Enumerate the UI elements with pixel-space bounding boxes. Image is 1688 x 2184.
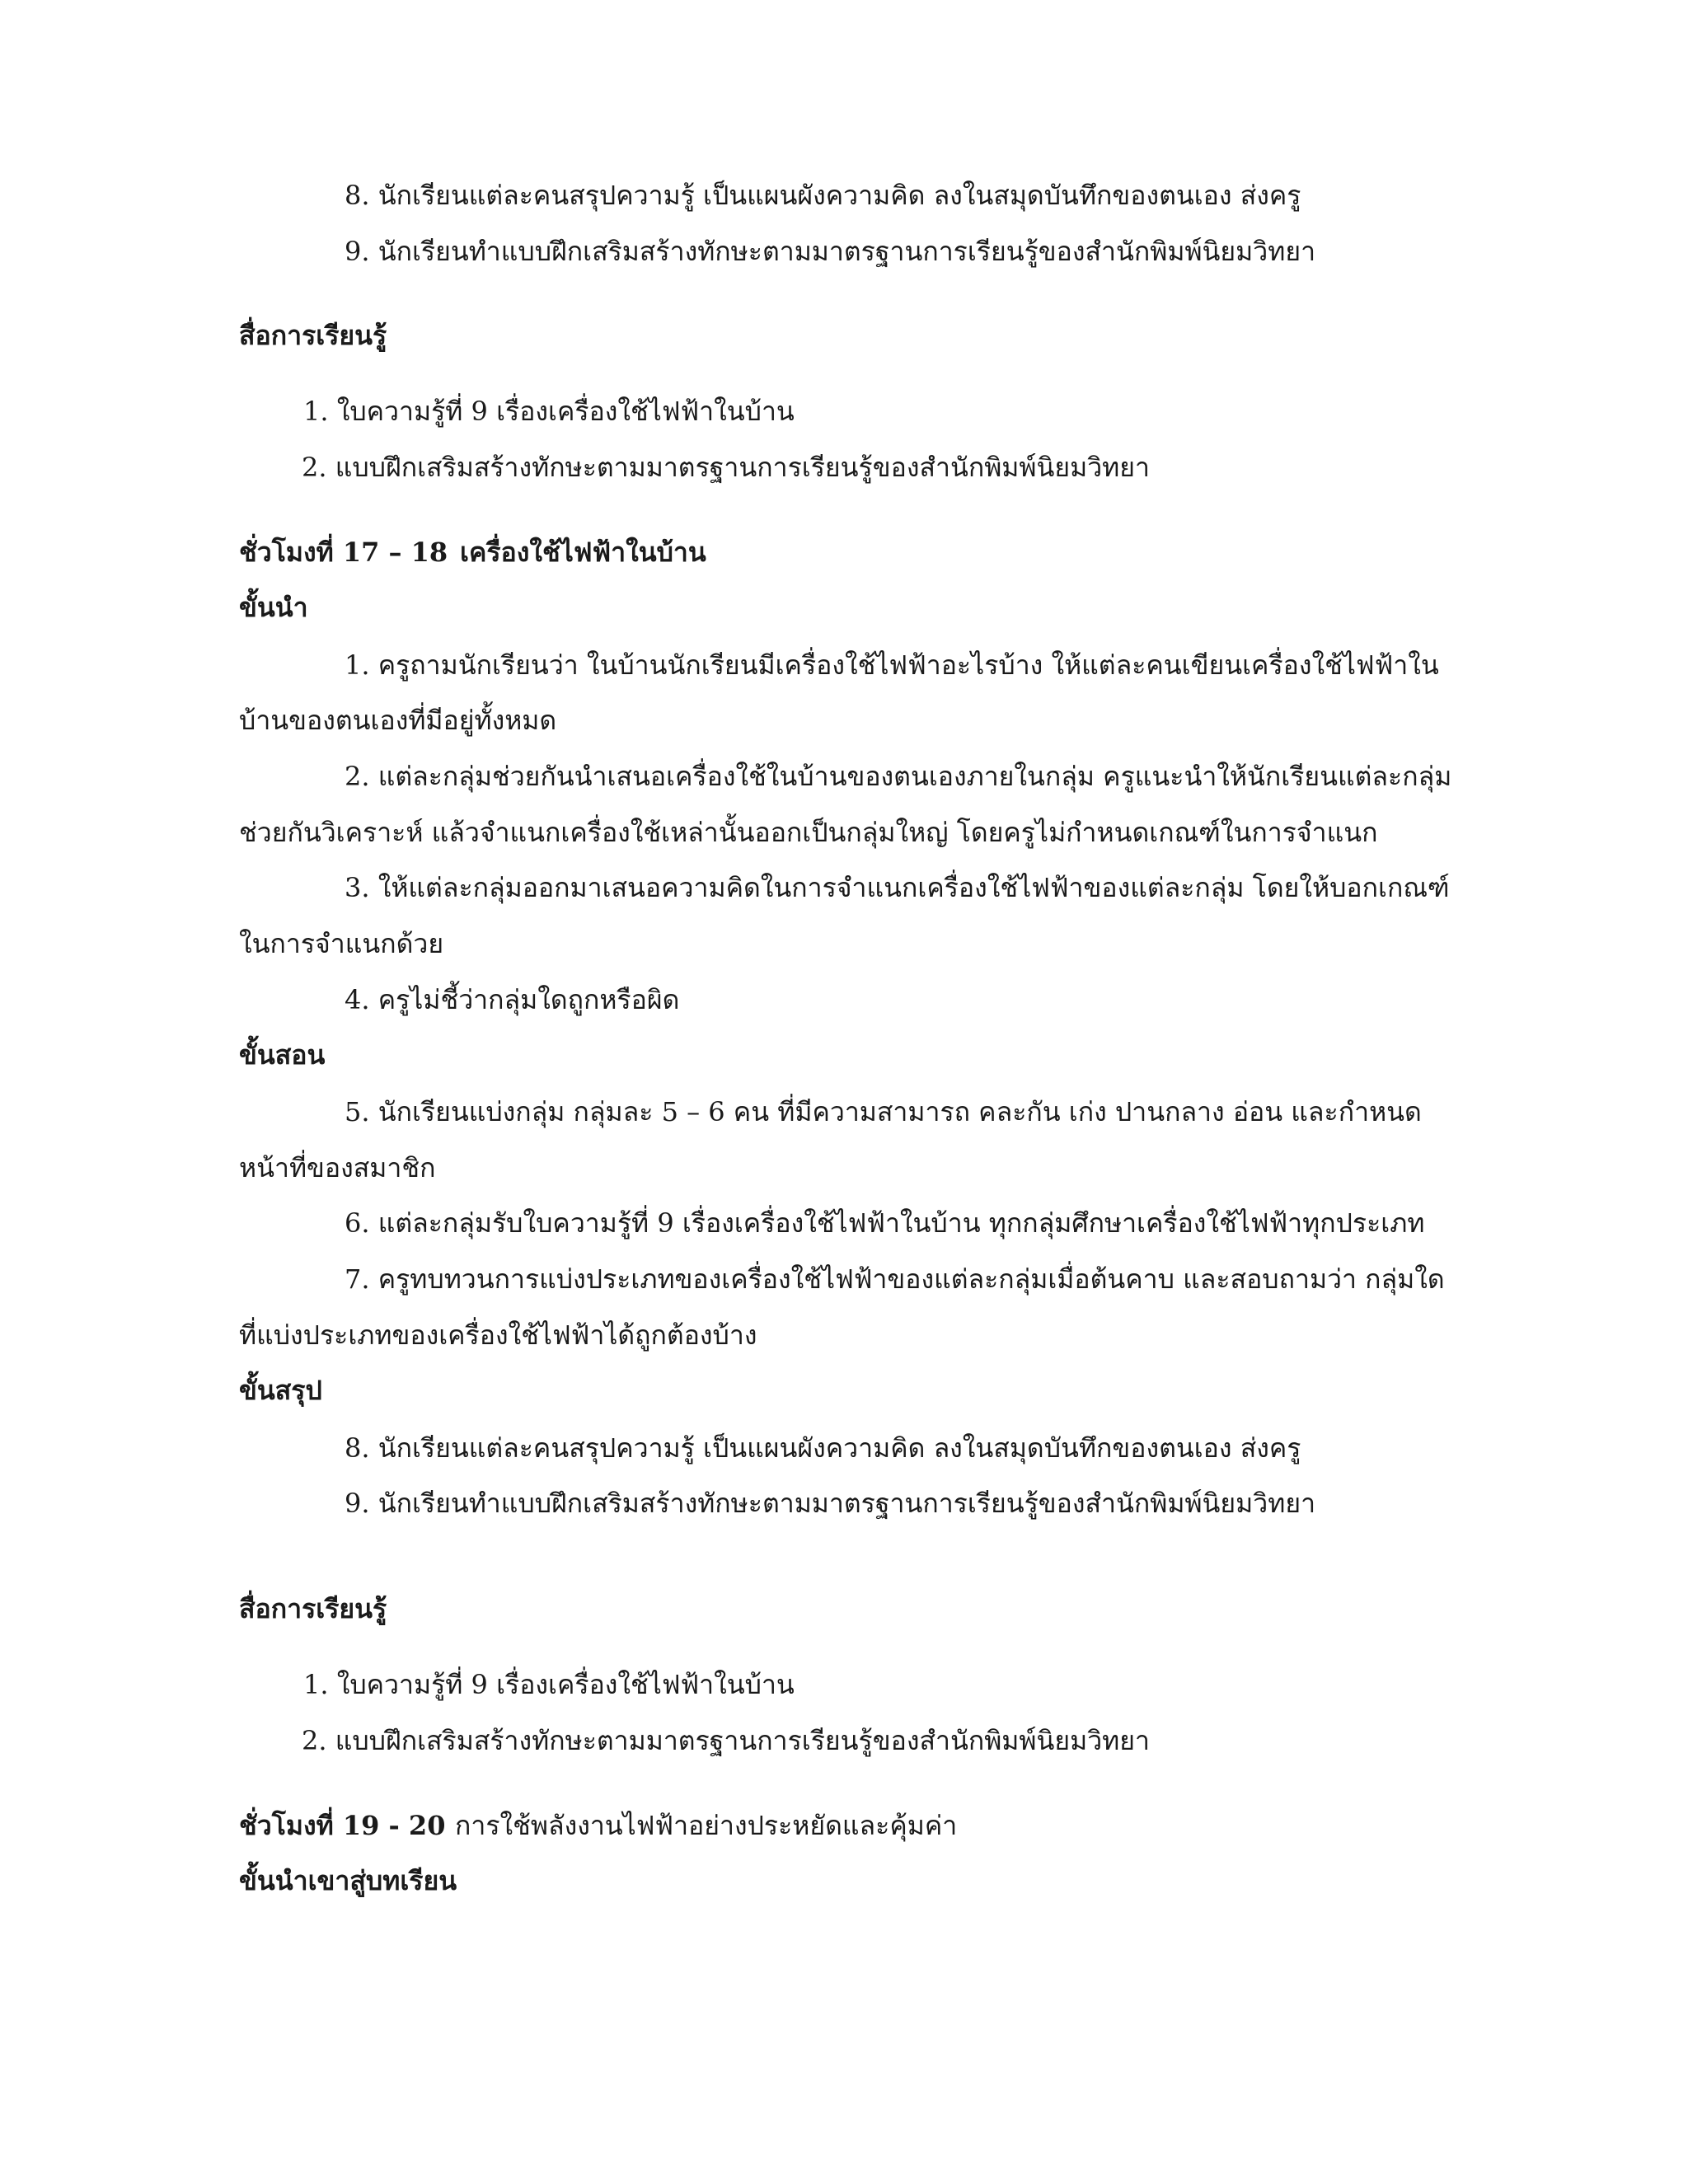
step-9-text: 9. นักเรียนทำแบบฝึกเสริมสร้างทักษะตามมาตรฐานการเรียนรู้ของสำนักพิมพ์นิยมวิทยา (345, 236, 1316, 267)
teach-item-5: 5. นักเรียนแบ่งกลุ่ม กลุ่มละ 5 – 6 คน ที่มีความสามารถ คละกัน เก่ง ปานกลาง อ่อน และกำหนด (345, 1096, 1422, 1127)
hours-17-18-label: ชั่วโมงที่ 17 – 18 (239, 537, 448, 568)
intro-item-1: 1. ครูถามนักเรียนว่า ในบ้านนักเรียนมีเครื่องใช้ไฟฟ้าอะไรบ้าง ให้แต่ละคนเขียนเครื่องใช้ไฟฟ้าใน (345, 649, 1439, 681)
hours-19-20-label: ชั่วโมงที่ 19 - 20 (239, 1810, 446, 1841)
intro-item-4: 4. ครูไม่ชี้ว่ากลุ่มใดถูกหรือผิด (345, 984, 680, 1015)
teach-item-7-cont: ที่แบ่งประเภทของเครื่องใช้ไฟฟ้าได้ถูกต้องบ้าง (239, 1319, 757, 1351)
summary-item-8: 8. นักเรียนแต่ละคนสรุปความรู้ เป็นแผนผังความคิด ลงในสมุดบันทึกของตนเอง ส่งครู (345, 1432, 1301, 1464)
intro-item-3-cont: ในการจำแนกด้วย (239, 928, 444, 959)
step-8-text: 8. นักเรียนแต่ละคนสรุปความรู้ เป็นแผนผังความคิด ลงในสมุดบันทึกของตนเอง ส่งครู (345, 180, 1301, 211)
intro-item-2: 2. แต่ละกลุ่มช่วยกันนำเสนอเครื่องใช้ในบ้านของตนเองภายในกลุ่ม ครูแนะนำให้นักเรียนแต่ละกลุ่ม (345, 761, 1452, 792)
media-heading: สื่อการเรียนรู้ (239, 320, 387, 351)
teach-item-7: 7. ครูทบทวนการแบ่งประเภทของเครื่องใช้ไฟฟ้าของแต่ละกลุ่มเมื่อต้นคาบ และสอบถามว่า กลุ่มใด (345, 1263, 1445, 1295)
summary-heading: ขั้นสรุป (239, 1375, 322, 1406)
intro-item-2-cont: ช่วยกันวิเคราะห์ แล้วจำแนกเครื่องใช้เหล่านั้นออกเป็นกลุ่มใหญ่ โดยครูไม่กำหนดเกณฑ์ในการจำแนก (239, 817, 1378, 848)
media2-item-1: 1. ใบความรู้ที่ 9 เรื่องเครื่องใช้ไฟฟ้าในบ้าน (303, 1669, 795, 1700)
hours-17-18-title: เครื่องใช้ไฟฟ้าในบ้าน (460, 537, 706, 568)
teach-item-5-cont: หน้าที่ของสมาชิก (239, 1152, 436, 1183)
hours-19-20-title: การใช้พลังงานไฟฟ้าอย่างประหยัดและคุ้มค่า (455, 1810, 958, 1841)
lead-in-heading: ขั้นนำเขาสู่บทเรียน (239, 1865, 457, 1896)
intro-heading: ขั้นนำ (239, 592, 308, 623)
media-item-1: 1. ใบความรู้ที่ 9 เรื่องเครื่องใช้ไฟฟ้าในบ้าน (303, 396, 795, 427)
teach-heading: ขั้นสอน (239, 1039, 326, 1071)
intro-item-1-cont: บ้านของตนเองที่มีอยู่ทั้งหมด (239, 705, 557, 736)
media-item-2: 2. แบบฝึกเสริมสร้างทักษะตามมาตรฐานการเรียนรู้ของสำนักพิมพ์นิยมวิทยา (302, 452, 1150, 483)
media2-item-2: 2. แบบฝึกเสริมสร้างทักษะตามมาตรฐานการเรียนรู้ของสำนักพิมพ์นิยมวิทยา (302, 1725, 1150, 1756)
teach-item-6: 6. แต่ละกลุ่มรับใบความรู้ที่ 9 เรื่องเครื่องใช้ไฟฟ้าในบ้าน ทุกกลุ่มศึกษาเครื่องใช้ไฟฟ้าทุกประเภท (345, 1207, 1425, 1239)
summary-item-9: 9. นักเรียนทำแบบฝึกเสริมสร้างทักษะตามมาตรฐานการเรียนรู้ของสำนักพิมพ์นิยมวิทยา (345, 1488, 1316, 1519)
intro-item-3: 3. ให้แต่ละกลุ่มออกมาเสนอความคิดในการจำแนกเครื่องใช้ไฟฟ้าของแต่ละกลุ่ม โดยให้บอกเกณฑ์ (345, 872, 1450, 903)
media-heading-2: สื่อการเรียนรู้ (239, 1593, 387, 1624)
